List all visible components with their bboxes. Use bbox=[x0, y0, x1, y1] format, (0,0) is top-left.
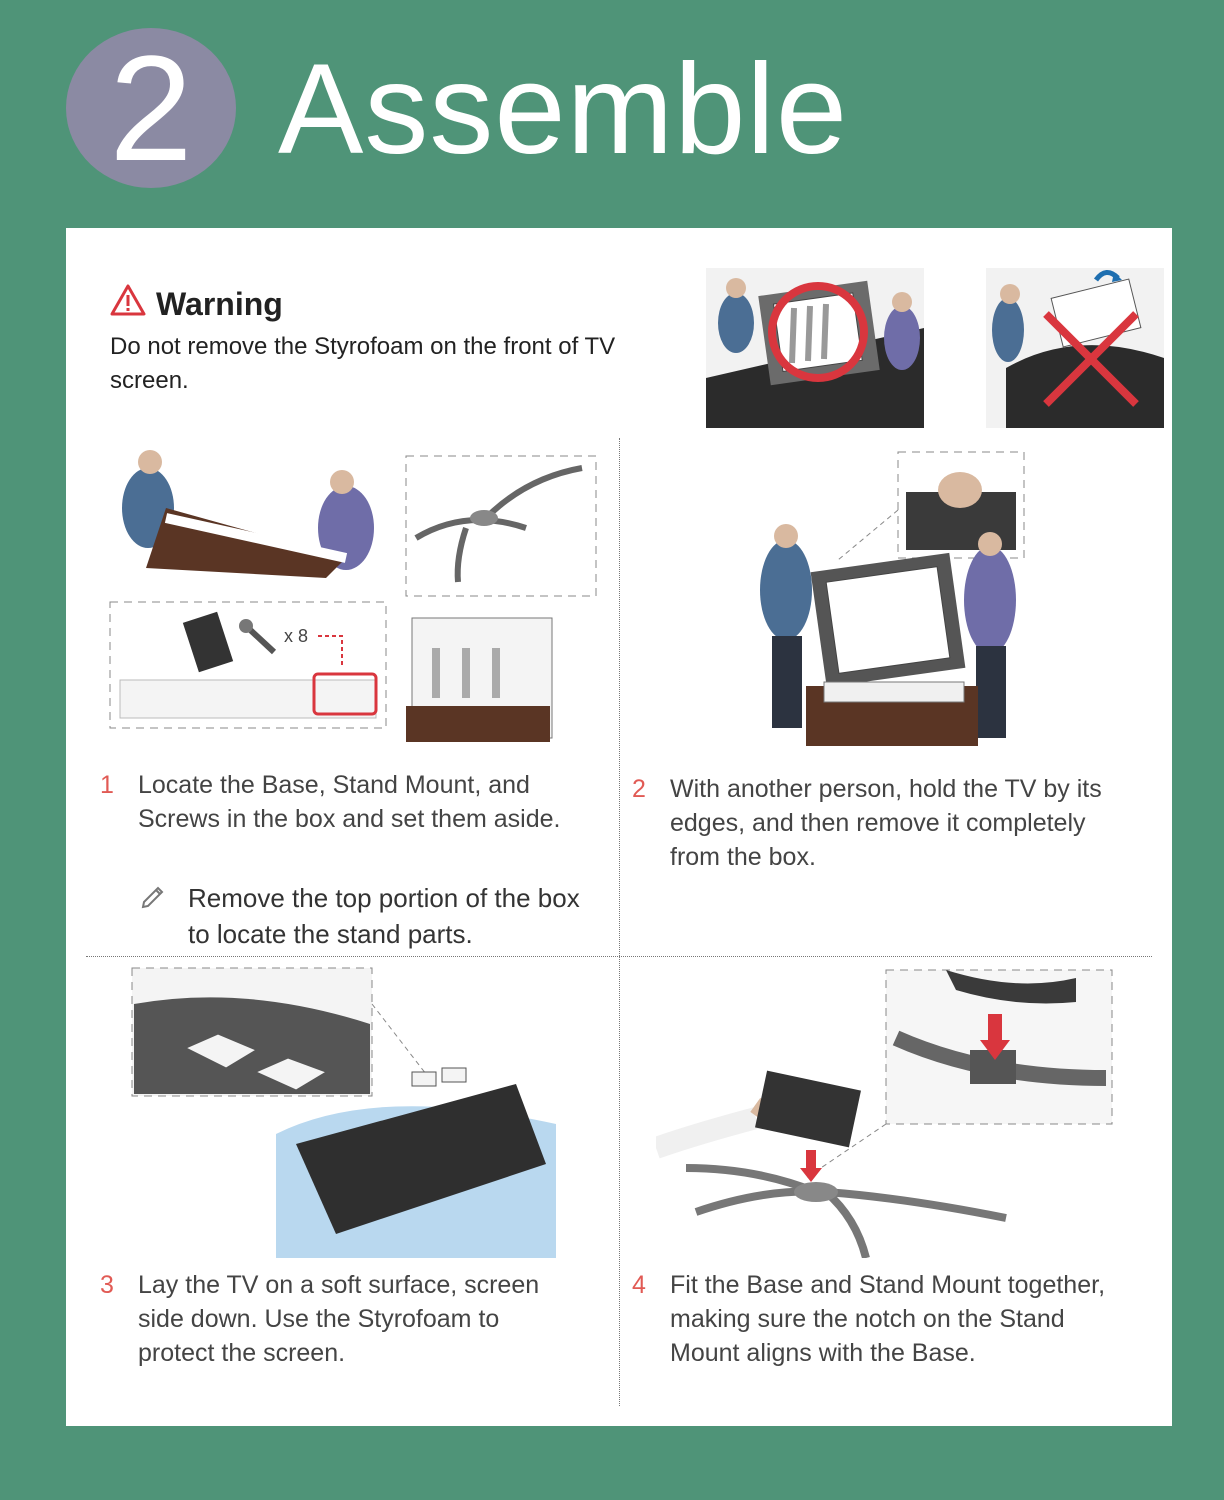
warning-block bbox=[110, 284, 670, 398]
step-1-number: 1 bbox=[100, 771, 114, 799]
page-header bbox=[0, 0, 1224, 225]
step-2 bbox=[632, 772, 1110, 874]
warning-text: Do not remove the Styrofoam on the front of TV screen. bbox=[110, 333, 616, 394]
page-title: Assemble bbox=[278, 38, 848, 181]
step-number-badge: 2 bbox=[66, 28, 236, 188]
step4-illustration bbox=[656, 968, 1116, 1258]
warning-title: Warning bbox=[156, 285, 283, 322]
step-2-text: With another person, hold the TV by its edges, and then remove it completely from the box. bbox=[670, 775, 1102, 871]
warning-triangle-icon bbox=[110, 284, 146, 324]
note-text: Remove the top portion of the box to locate the stand parts. bbox=[188, 883, 580, 949]
step-3 bbox=[100, 1268, 578, 1370]
warning-heading bbox=[110, 284, 670, 324]
step-3-text: Lay the TV on a soft surface, screen side down. Use the Styrofoam to protect the screen. bbox=[138, 1271, 540, 1367]
step2-illustration bbox=[746, 450, 1066, 760]
step-1-text: Locate the Base, Stand Mount, and Screws in the box and set them aside. bbox=[138, 771, 561, 833]
step-1-note bbox=[138, 880, 588, 952]
column-divider bbox=[619, 438, 620, 1406]
step-2-number: 2 bbox=[632, 775, 646, 803]
screw-count-label: x 8 bbox=[284, 626, 309, 646]
step-4-text: Fit the Base and Stand Mount together, making sure the notch on the Stand Mount aligns with the Base. bbox=[670, 1271, 1106, 1367]
step-4 bbox=[632, 1268, 1110, 1370]
warning-correct-illustration bbox=[706, 268, 924, 428]
pencil-note-icon bbox=[138, 880, 168, 952]
instruction-panel bbox=[66, 228, 1172, 1426]
step1-illustration bbox=[106, 448, 606, 758]
step-3-number: 3 bbox=[100, 1271, 114, 1299]
step-1 bbox=[100, 768, 578, 836]
warning-incorrect-illustration bbox=[986, 268, 1164, 428]
step-4-number: 4 bbox=[632, 1271, 646, 1299]
step3-illustration bbox=[126, 964, 566, 1258]
row-divider bbox=[86, 956, 1152, 957]
